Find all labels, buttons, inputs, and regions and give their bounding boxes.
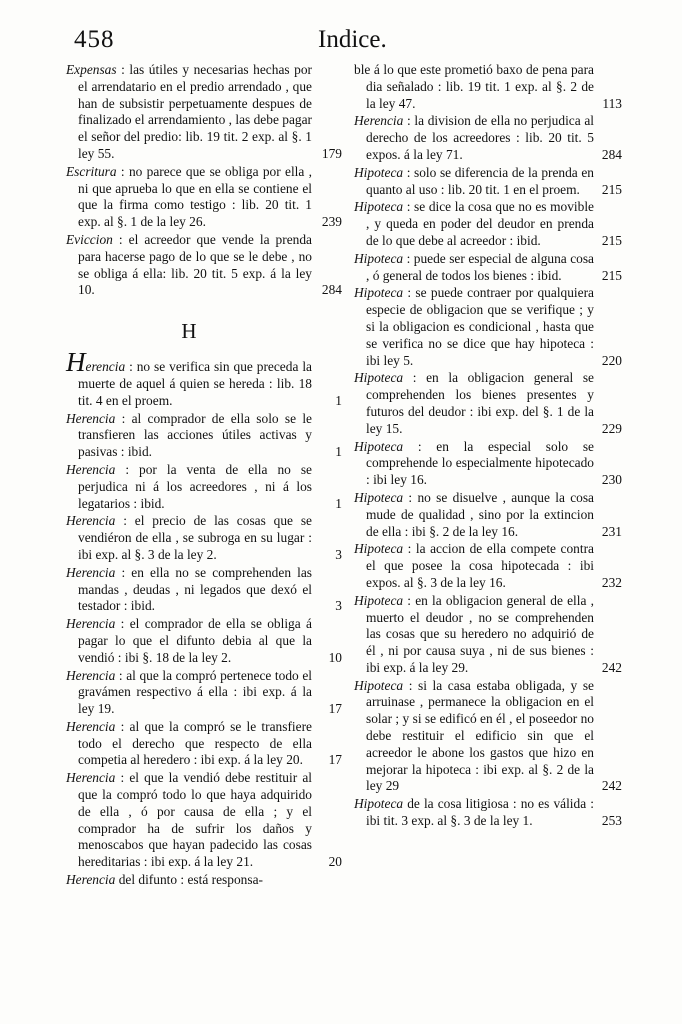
entry-text: : al comprador de ella solo se le transfieren las acciones útiles activas y pasivas : ibid. <box>78 410 312 460</box>
entry-page-ref: 215 <box>601 267 622 283</box>
entry-text: : solo se diferencia de la prenda en quanto al uso : lib. 20 tit. 1 en el proem. <box>366 164 594 197</box>
index-entry <box>354 541 622 591</box>
entry-text: : el acreedor que vende la prenda para hacerse pago de lo que se le debe , no se obliga á ella: lib. 20 tit. 5 exp. á la ley 10. <box>78 231 312 298</box>
index-entry <box>66 668 342 718</box>
entry-term: Herencia <box>66 461 116 477</box>
entry-page-ref: 1 <box>335 392 342 408</box>
entry-text: : no se verifica sin que preceda la muerte de aquel á quien se hereda : lib. 18 tit. 4 en el proem. <box>78 359 312 408</box>
entry-text: : en la obligacion general de ella , muerto el deudor , no se comprehenden las cosas que su heredero no adquirió de él , ni por causa suya , ni de sus bienes : ibi exp. á la ley 29. <box>366 592 594 675</box>
index-entry <box>354 593 622 677</box>
entry-term: Herencia <box>66 513 116 529</box>
entry-page-ref: 3 <box>335 546 342 562</box>
index-entry <box>66 164 342 231</box>
entry-page-ref: 1 <box>335 495 342 511</box>
entry-text: del difunto : está responsa- <box>118 872 263 888</box>
index-entry <box>354 165 622 199</box>
entry-text: : se puede contraer por qualquiera especie de obligacion que se verifique ; y si la obligacion es condicional , hasta que se verifica no se dice que hay hipoteca : ibi ley 5. <box>366 285 594 368</box>
entry-page-ref: 253 <box>601 813 622 829</box>
entry-term: Hipoteca <box>354 250 404 266</box>
index-entry <box>354 370 622 437</box>
entry-text: : al que la compró se le transfiere todo el derecho que respecto de ella competia al heredero : ibi exp. á la ley 20. <box>78 718 312 768</box>
entry-term: Hipoteca <box>354 285 404 301</box>
entry-page-ref: 20 <box>328 854 342 870</box>
index-entry <box>66 719 342 769</box>
index-entry <box>354 251 622 285</box>
entry-page-ref: 215 <box>601 232 622 248</box>
entry-text: : la accion de ella compete contra el que posee la cosa hipotecada : ibi expos. al §. 3 de la ley 16. <box>366 541 594 590</box>
entry-page-ref: 1 <box>335 444 342 460</box>
entry-text: : el precio de las cosas que se vendiéron de ella , se subroga en su lugar : ibi exp. al §. 3 de la ley 2. <box>78 513 312 562</box>
entry-text: : las útiles y necesarias hechas por el arrendatario en el predio arrendado , que han de subsistir perpetuamente despues de finalizado el arrendamiento , las debe pagar el señor del predio: lib. 19 tit. 2 exp. al §. 1 ley 55. <box>78 62 312 161</box>
entry-term: Herencia <box>66 872 116 888</box>
entry-text: : en ella no se comprehenden las mandas , deudas , ni legados que dexó el testador : ibid. <box>78 564 312 614</box>
entry-term: Eviccion <box>66 231 113 247</box>
entry-term: Herencia <box>66 564 116 580</box>
entry-page-ref: 215 <box>601 181 622 197</box>
entry-page-ref: 113 <box>602 95 622 111</box>
drop-cap: H <box>66 347 86 378</box>
entry-text: de la cosa litigiosa : no es válida : ibi tit. 3 exp. al §. 3 de la ley 1. <box>366 796 594 829</box>
entry-text: : por la venta de ella no se perjudica ni á los acreedores , ni á los legatarios : ibid. <box>78 461 312 511</box>
index-entry <box>66 872 342 889</box>
index-entry-first <box>66 347 342 409</box>
entry-term: Hipoteca <box>354 796 404 812</box>
entry-term: Herencia <box>66 410 116 426</box>
entry-page-ref: 284 <box>601 146 622 162</box>
entry-text: : en la especial solo se comprehende lo especialmente hipotecado : ibi ley 16. <box>366 438 594 488</box>
entry-page-ref: 242 <box>601 778 622 794</box>
entry-page-ref: 17 <box>328 752 342 768</box>
entry-text: : el comprador de ella se obliga á pagar lo que el difunto debia al que la vendió : ibi §. 18 de la ley 2. <box>78 616 312 665</box>
entry-page-ref: 230 <box>601 472 622 488</box>
entry-term: Hipoteca <box>354 677 404 693</box>
entry-page-ref: 239 <box>321 214 342 230</box>
entry-page-ref: 3 <box>335 598 342 614</box>
entry-page-ref: 10 <box>328 649 342 665</box>
entry-page-ref: 220 <box>601 352 622 368</box>
index-entry <box>354 439 622 489</box>
entry-term: Escritura <box>66 163 117 179</box>
entry-text: : el que la vendió debe restituir al que la compró todo lo que haya adquirido de ella , ó por causa de ella ; y el comprador ha de sufrir los daños y menoscabos que hayan padecido las cosas hereditarias : ibi exp. á la ley 21. <box>78 770 312 870</box>
page-title: Indice. <box>318 26 387 53</box>
entry-term-rest: erencia <box>85 359 126 375</box>
entry-term: Herencia <box>66 718 116 734</box>
index-entry <box>354 678 622 796</box>
entry-text: : puede ser especial de alguna cosa , ó general de todos los bienes : ibid. <box>366 250 594 283</box>
index-entry <box>66 513 342 563</box>
index-entry <box>66 616 342 666</box>
entry-page-ref: 242 <box>601 659 622 675</box>
entry-term: Hipoteca <box>354 541 404 557</box>
entry-term: Hipoteca <box>354 489 404 505</box>
right-column <box>354 62 622 831</box>
index-entry <box>354 490 622 540</box>
entry-text: : en la obligacion general se comprehenden los bienes presentes y futuros del deudor : ibi exp. del §. 1 de la ley 15. <box>366 370 594 436</box>
entry-term: Hipoteca <box>354 164 404 180</box>
index-entry <box>66 770 342 871</box>
entry-page-ref: 17 <box>328 701 342 717</box>
index-entry <box>354 113 622 163</box>
index-entry <box>66 411 342 461</box>
left-column <box>66 62 342 890</box>
entry-term <box>66 347 126 378</box>
index-entry <box>66 62 342 163</box>
entry-page-ref: 284 <box>321 282 342 298</box>
entry-text: : se dice la cosa que no es movible , y queda en poder del deudor en prenda de lo que debe al acreedor : ibid. <box>366 199 594 248</box>
index-entry <box>66 462 342 512</box>
index-entry <box>354 796 622 830</box>
entry-term: Hipoteca <box>354 199 404 215</box>
entry-term: Herencia <box>66 770 116 786</box>
index-entry-continuation <box>354 62 622 112</box>
entry-term: Herencia <box>66 616 116 632</box>
entry-page-ref: 179 <box>321 145 342 161</box>
index-entry <box>354 285 622 369</box>
index-entry <box>66 232 342 299</box>
entry-term: Hipoteca <box>354 370 404 386</box>
entry-text: : al que la compró pertenece todo el gravámen respectivo á ella : ibi exp. á la ley 19. <box>78 667 312 717</box>
entry-text: ble á lo que este prometió baxo de pena para dia señalado : lib. 19 tit. 1 exp. al §. 2 de la ley 47. <box>354 62 594 111</box>
entry-text: : no se disuelve , aunque la cosa mude de qualidad , sino por la extincion de ella : ibi §. 2 de la ley 16. <box>366 489 594 539</box>
entry-term: Hipoteca <box>354 438 404 454</box>
entry-text: : la division de ella no perjudica al derecho de los acreedores : lib. 20 tit. 5 expos. á la ley 71. <box>366 113 594 162</box>
entry-term: Hipoteca <box>354 592 404 608</box>
entry-term: Expensas <box>66 62 117 77</box>
entry-page-ref: 229 <box>601 420 622 436</box>
entry-text: : si la casa estaba obligada, y se arruinase , permanece la obligacion en el solar ; y si se edificó en él , el poseedor no debe restituir el edificio sin que el acreedor le abone los gastos que hizo en mejorar la hipoteca : ibi exp. al §. 2 de la ley 29 <box>366 677 594 794</box>
section-letter-heading: H <box>181 319 197 344</box>
page-number: 458 <box>74 26 115 53</box>
entry-page-ref: 232 <box>601 574 622 590</box>
entry-text: : no parece que se obliga por ella , ni que aprueba lo que en ella se contiene el que la firma como testigo : lib. 20 tit. 1 exp. al §. 1 de la ley 26. <box>78 163 312 230</box>
entry-term: Herencia <box>354 113 404 129</box>
index-entry <box>354 199 622 249</box>
entry-page-ref: 231 <box>601 523 622 539</box>
index-entry <box>66 565 342 615</box>
entry-term: Herencia <box>66 667 116 683</box>
